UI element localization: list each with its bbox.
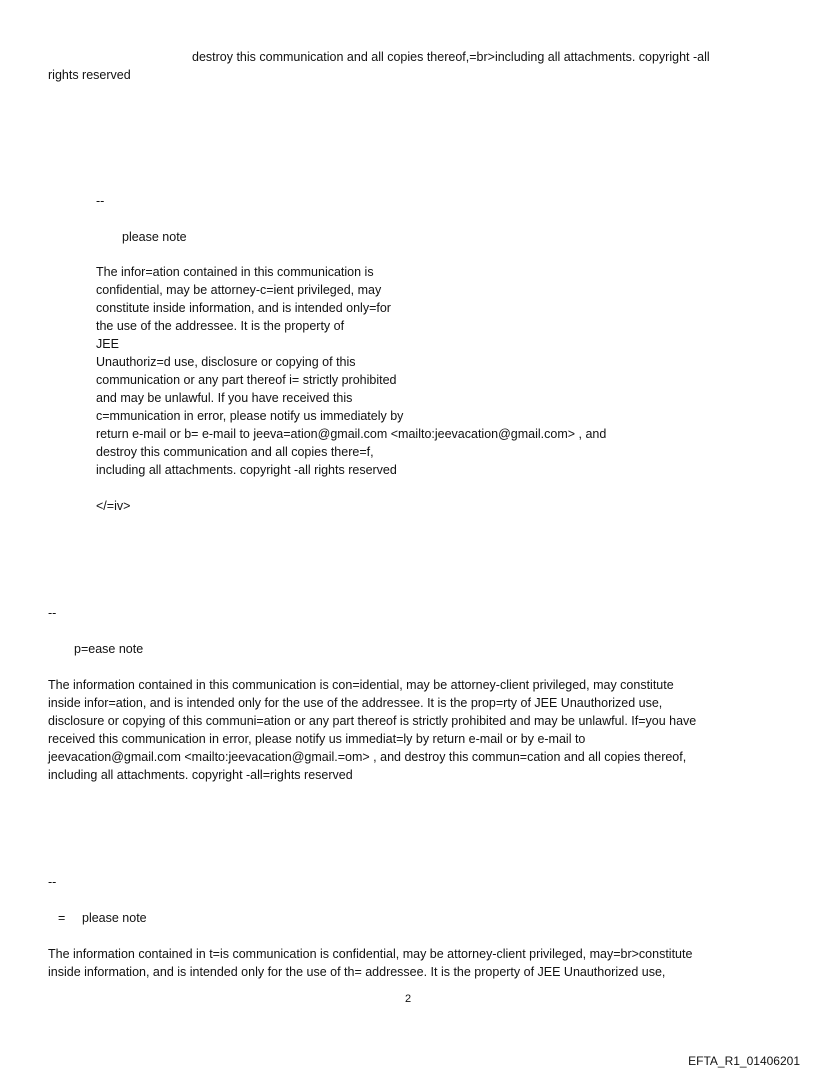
section1-body [96,263,606,479]
section1-line: the use of the addressee. It is the property of [96,319,345,333]
section3-separator: -- [48,875,57,889]
section1-line: including all attachments. copyright -all rights reserved [96,463,397,477]
section1-line: Unauthoriz=d use, disclosure or copying of this [96,355,356,369]
section2-line: including all attachments. copyright -all=rights reserved [48,768,353,782]
section2-line: inside infor=ation, and is intended only for the use of the addressee. It is the prop=rty of JEE Unauthorized use, [48,696,663,710]
section1-line: c=mmunication in error, please notify us immediately by [96,409,404,423]
section1-line: destroy this communication and all copies there=f, [96,445,374,459]
section3-line: inside information, and is intended only for the use of th= addressee. It is the property of JEE Unauthorized use, [48,965,666,979]
document-id: EFTA_R1_01406201 [688,1054,800,1068]
section2-line: The information contained in this communication is con=idential, may be attorney-client privileged, may constitute [48,678,674,692]
section1-line: communication or any part thereof i= strictly prohibited [96,373,397,387]
section2-line: disclosure or copying of this communi=ation or any part thereof is strictly prohibited and may be unlawful. If=you have [48,714,697,728]
top-fragment-line-1: destroy this communication and all copies thereof,=br>including all attachments. copyright -all [192,50,710,64]
section1-line: JEE [96,337,119,351]
section1-line: and may be unlawful. If you have received this [96,391,353,405]
page-number: 2 [404,993,412,1005]
section1-line: The infor=ation contained in this communication is [96,265,374,279]
section1-line: constitute inside information, and is intended only=for [96,301,391,315]
section3-line: The information contained in t=is communication is confidential, may be attorney-client privileged, may=br>constitute [48,947,693,961]
section1-heading: please note [122,230,187,244]
section1-line: return e-mail or b= e-mail to jeeva=ation@gmail.com <mailto:jeevacation@gmail.com> , and [96,427,607,441]
section1-line: confidential, may be attorney-c=ient privileged, may [96,283,382,297]
section2-body [48,676,696,784]
section1-separator: -- [96,194,105,208]
section3-body [48,945,692,981]
top-fragment-line-2: rights reserved [48,68,131,82]
section2-line: jeevacation@gmail.com <mailto:jeevacation@gmail.=om> , and destroy this commun=cation and all copies thereof, [48,750,687,764]
section1-closing-tag: </=iv> [96,499,131,513]
section2-separator: -- [48,606,57,620]
section2-line: received this communication in error, please notify us immediat=ly by return e-mail or by e-mail to [48,732,586,746]
section3-heading: please note [82,911,147,925]
section2-heading: p=ease note [74,642,144,656]
section3-heading-prefix: = [58,911,66,925]
